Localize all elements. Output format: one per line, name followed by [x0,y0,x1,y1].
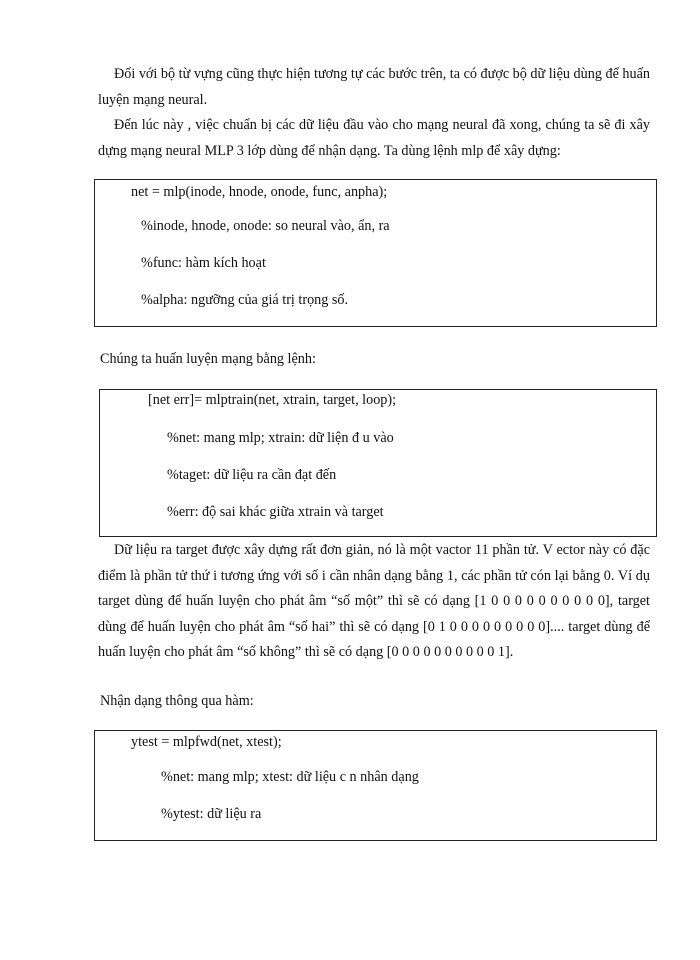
code-line-mlpfwd: ytest = mlpfwd(net, xtest); [131,734,282,750]
target-paragraph: Dữ liệu ra target được xây dựng rất đơn giản, nó là một vactor 11 phần tử. V ector này có đặc điểm là phần tử thứ i tương ứng với số i cần nhân dạng bằng 1, các phần tử cón lại bằng 0. Ví dụ target dùng để huấn luyện cho phát âm “số một” thì sẽ có dạng [1 0 0 0 0 0 0 0 0 0 0], target dùng để huấn luyện cho phát âm “số hai” thì sẽ có dạng [0 1 0 0 0 0 0 0 0 0 0].... target dùng để huấn luyện cho phát âm “số không” thì sẽ có dạng [0 0 0 0 0 0 0 0 0 0 1]. [98,542,650,660]
code-box-mlpfwd [94,730,657,841]
train-intro-text: Chúng ta huấn luyện mạng bằng lệnh: [100,351,316,367]
code-box-mlp [94,179,657,327]
comment-line: %net: mang mlp; xtrain: dữ liện đ u vào [167,430,394,446]
intro-paragraph-2: Đến lúc này , việc chuẩn bị các dữ liệu đầu vào cho mạng neural đã xong, chúng ta sẽ đi xây dựng mạng neural MLP 3 lớp dùng để nhận dạng. Ta dùng lệnh mlp để xây dựng: [98,117,650,159]
comment-line: %func: hàm kích hoạt [141,255,266,271]
comment-line: %inode, hnode, onode: so neural vào, ẩn, ra [141,218,390,234]
comment-line: %taget: dữ liệu ra cần đạt đến [167,467,337,483]
code-line-mlptrain: [net err]= mlptrain(net, xtrain, target, loop); [148,392,397,408]
code-line-mlp: net = mlp(inode, hnode, onode, func, anpha); [131,184,388,200]
intro-paragraph-1: Đối với bộ từ vựng cũng thực hiện tương tự các bước trên, ta có được bộ dữ liệu dùng để huấn luyện mạng neural. [98,66,650,108]
comment-line: %alpha: ngưỡng của giá trị trọng số. [141,292,349,308]
code-box-mlptrain [99,389,657,537]
comment-line: %ytest: dữ liệu ra [161,806,262,822]
comment-line: %net: mang mlp; xtest: dữ liệu c n nhân dạng [161,769,419,785]
recognition-intro-text: Nhận dạng thông qua hàm: [100,693,254,709]
comment-line: %err: độ sai khác giữa xtrain và target [167,504,384,520]
